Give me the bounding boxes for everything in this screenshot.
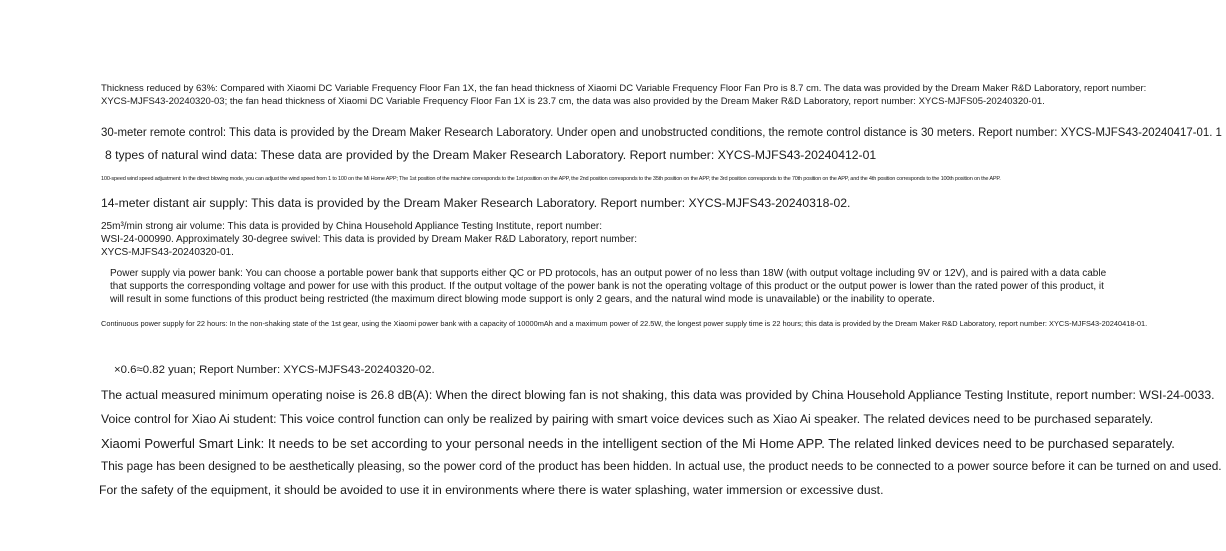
speed-adjustment-note: 100-speed wind speed adjustment: In the direct blowing mode, you can adjust the wind speed from 1 to 100 on the Mi Home APP; The 1st position of the machine corresponds to the 1st position on the APP, the 2nd position corresponds to the 35th position on the APP, the 3rd position corresponds to the 70th position on the APP, and the 4th position corresponds to the 100th position on the APP. bbox=[101, 176, 1001, 182]
power-bank-note: Power supply via power bank: You can choose a portable power bank that supports either QC or PD protocols, has an output power of no less than 18W (with output voltage including 9V or 12V), and is paired with a data cable that supports the corresponding voltage and power for use with this product. If the output voltage of the power bank is not the operating voltage of this product or the output power is lower than the rated power of this product, it will result in some functions of this product being restricted (the maximum direct blowing mode support is only 2 gears, and the natural wind mode is unavailable) or the inability to operate. bbox=[110, 268, 1107, 305]
thickness-note-line-2: XYCS-MJFS43-20240320-03; the fan head thickness of Xiaomi DC Variable Frequency Floor Fan 1X is 23.7 cm, the data was also provided by the Dream Maker R&D Laboratory, report number: XYCS-MJFS05-20240320-01. bbox=[101, 96, 1045, 107]
voice-control-note: Voice control for Xiao Ai student: This voice control function can only be realized by pairing with smart voice devices such as Xiao Ai speaker. The related devices need to be purchased separately. bbox=[101, 412, 1154, 426]
cost-note: ×0.6≈0.82 yuan; Report Number: XYCS-MJFS43-20240320-02. bbox=[114, 364, 435, 376]
power-cord-note: This page has been designed to be aesthetically pleasing, so the power cord of the product has been hidden. In actual use, the product needs to be connected to a power source before it can be turned on and used. bbox=[101, 459, 1222, 473]
safety-note: For the safety of the equipment, it should be avoided to use it in environments where there is water splashing, water immersion or excessive dust. bbox=[99, 483, 884, 497]
noise-note: The actual measured minimum operating noise is 26.8 dB(A): When the direct blowing fan is not shaking, this data was provided by China Household Appliance Testing Institute, report number: WSI-24-0033. bbox=[101, 388, 1215, 402]
thickness-note-line-1: Thickness reduced by 63%: Compared with Xiaomi DC Variable Frequency Floor Fan 1X, the fan head thickness of Xiaomi DC Variable Frequency Floor Fan Pro is 8.7 cm. The data was provided by the Dream Maker R&D Laboratory, report number: bbox=[101, 83, 1147, 94]
natural-wind-note: 8 types of natural wind data: These data are provided by the Dream Maker Research Laboratory. Report number: XYCS-MJFS43-20240412-01 bbox=[105, 148, 877, 162]
continuous-power-note: Continuous power supply for 22 hours: In the non-shaking state of the 1st gear, using the Xiaomi power bank with a capacity of 10000mAh and a maximum power of 22.5W, the longest power supply time is 22 hours; this data is provided by the Dream Maker R&D Laboratory, report number: XYCS-MJFS43-20240418-01. bbox=[101, 319, 1148, 328]
remote-control-note: 30-meter remote control: This data is provided by the Dream Maker Research Laboratory. Under open and unobstructed conditions, the remote control distance is 30 meters. Report number: XYCS-MJFS43-20240417-01. 1 bbox=[101, 125, 1222, 139]
air-volume-note-line-2: WSI-24-000990. Approximately 30-degree swivel: This data is provided by Dream Maker R&D Laboratory, report number: bbox=[101, 234, 637, 245]
air-supply-note: 14-meter distant air supply: This data is provided by the Dream Maker Research Laboratory. Report number: XYCS-MJFS43-20240318-02. bbox=[101, 196, 851, 210]
air-volume-note-line-1: 25m³/min strong air volume: This data is provided by China Household Appliance Testing Institute, report number: bbox=[101, 221, 603, 232]
air-volume-note-line-3: XYCS-MJFS43-20240320-01. bbox=[101, 247, 234, 258]
smart-link-note: Xiaomi Powerful Smart Link: It needs to be set according to your personal needs in the intelligent section of the Mi Home APP. The related linked devices need to be purchased separately. bbox=[101, 436, 1175, 451]
